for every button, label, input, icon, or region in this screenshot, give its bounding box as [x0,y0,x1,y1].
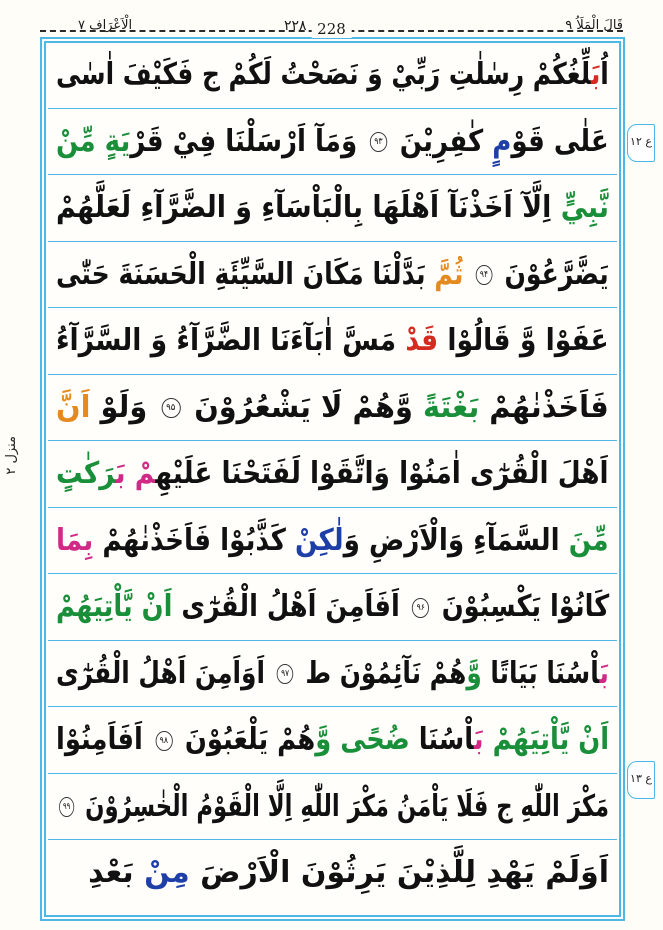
text-fragment: مٍ [492,123,512,159]
text-line-2 [48,110,617,173]
text-fragment: وَلَوْ [90,389,158,425]
ayah-number-marker: ۹۸ [155,731,172,751]
line-divider [48,706,617,707]
text-line-7 [48,442,617,505]
text-fragment: اَوَاَمِنَ اَهْلُ الْقُرٰٓى [56,655,274,691]
text-fragment: مِّنَ [569,522,609,558]
text-fragment: لِّغُكُمْ رِسٰلٰتِ رَبِّيْ وَ نَصَحْتُ لَكُمْ ج فَكَيْفَ اٰسٰى [56,57,592,92]
text-fragment: اِلَّآ اَخَذْنَآ اَهْلَهَا بِالْبَاْسَآءِ وَ الضَّرَّآءِ لَعَلَّهُمْ [56,190,561,225]
text-line-9 [48,575,617,638]
text-line-4 [48,243,617,306]
text-fragment: بَغْتَةً [423,389,480,425]
text-fragment: عَلٰى قَوْ [511,123,609,159]
text-fragment: لٰكِنْ [295,522,345,558]
text-fragment: بَ [473,722,493,757]
line-text [56,523,609,558]
text-fragment: نَّبِيٍّ [560,190,609,225]
text-fragment: بِمَا [56,522,94,558]
text-fragment: بَدَّلْنَا مَكَانَ السَّيِّئَةِ الْحَسَنَةَ حَتّٰى [56,256,435,292]
line-text [56,589,609,624]
juz-name: قَالَ الْمَلَاُ ۹ [565,18,623,33]
ruku-marker-1: ع ١٢ [627,124,655,162]
text-fragment: ثُمَّ [434,256,473,292]
text-fragment: اَنْ يَّاْتِيَهُمْ [492,722,609,757]
line-text [56,190,609,225]
text-line-6 [48,376,617,439]
text-line-8 [48,509,617,572]
line-text [56,124,609,159]
text-fragment: ضُحًى وَّ [315,722,410,757]
text-fragment: بَ [599,655,609,691]
line-text [56,323,609,358]
line-divider [48,241,617,242]
text-fragment: يَضَّرَّعُوْنَ [496,256,609,292]
text-fragment: السَّمَآءِ وَالْاَرْضِ وَ [344,522,570,558]
line-divider [48,108,617,109]
line-divider [48,839,617,840]
text-fragment: اْسُنَا [409,722,474,757]
line-text [56,656,609,691]
text-fragment: مِنْ [144,855,190,890]
page-number: 228 [311,20,352,38]
line-text [56,456,609,491]
text-fragment: اْسُنَا بَيَاتًا [481,655,600,691]
text-fragment: يَةٍ مِّنْ [56,123,131,159]
text-fragment: اَهْلَ الْقُرٰٓى اٰمَنُوْا وَاتَّقَوْا لَفَتَحْنَا عَلَيْهِ [155,456,609,491]
text-fragment: اُ [600,57,609,92]
ayah-number-marker: ۹۴ [476,265,493,285]
manzil-marker: منزل ۲ [4,436,19,475]
line-divider [48,307,617,308]
text-line-5 [48,309,617,372]
line-text [56,257,609,292]
line-divider [48,773,617,774]
surah-name: الْاَعْرَاف ۷ [78,18,133,33]
text-fragment: اَفَاَمِنُوْا [55,722,152,757]
text-fragment: مَسَّ اٰبَآءَنَا الضَّرَّآءُ وَ السَّرَّآءُ [56,323,406,358]
text-line-12 [48,775,617,838]
line-text [56,390,609,425]
text-fragment: بَعْدِ [88,855,145,890]
line-divider [48,440,617,441]
text-fragment: اَوَلَمْ يَهْدِ لِلَّذِيْنَ يَرِثُوْنَ الْاَرْضَ [189,855,609,890]
text-fragment: قَدْ [405,323,439,358]
text-fragment: رَكٰتٍ [56,456,117,491]
text-fragment: اَنَّ [56,389,91,425]
text-line-13 [48,841,617,904]
line-text [56,789,609,824]
text-line-10 [48,642,617,705]
line-divider [48,507,617,508]
ayah-number-marker: ۹۷ [277,664,294,684]
page-number-arabic: ۲۲۸ [284,18,307,34]
ayah-number-marker: ۹۵ [161,398,180,418]
text-fragment: مْ بَ [116,456,156,491]
text-fragment: فَاَخَذْنٰهُمْ [479,389,609,425]
text-fragment: كَذَّبُوْا فَاَخَذْنٰهُمْ [93,522,296,558]
text-fragment: هُمْ يَلْعَبُوْنَ [175,722,316,757]
text-fragment: وَّهُمْ لَا يَشْعُرُوْنَ [184,389,424,425]
page-frame [40,37,652,921]
line-divider [48,573,617,574]
text-line-11 [48,708,617,771]
text-fragment: اَفَاَمِنَ اَهْلُ الْقُرٰٓى [172,589,409,624]
line-text [88,855,609,890]
text-fragment: كٰفِرِيْنَ [390,123,493,159]
text-fragment: كَانُوْا يَكْسِبُوْنَ [432,589,609,624]
text-fragment: اَنْ يَّاْتِيَهُمْ [55,589,173,624]
text-fragment: عَفَوْا وَّ قَالُوْا [438,323,609,358]
ayah-number-marker: ۹۳ [370,132,387,152]
line-divider [48,374,617,375]
line-divider [48,640,617,641]
line-text [56,722,609,757]
text-fragment: وَمَآ اَرْسَلْنَا فِيْ قَرْ [130,123,367,159]
ayah-number-marker: ۹۹ [59,797,74,817]
line-text [56,57,609,92]
text-fragment: هُمْ نَآئِمُوْنَ ط [296,655,467,691]
line-divider [48,174,617,175]
text-fragment: بَ [591,57,601,92]
ruku-marker-2: ع ١٣ [627,761,655,799]
text-line-1 [48,43,617,106]
text-fragment: مَكْرَ اللّٰهِ ج فَلَا يَاْمَنُ مَكْرَ اللّٰهِ اِلَّا الْقَوْمُ الْخٰسِرُوْنَ [77,788,609,824]
text-fragment: وَّ [466,655,482,691]
text-line-3 [48,176,617,239]
ayah-number-marker: ۹۶ [412,598,429,618]
